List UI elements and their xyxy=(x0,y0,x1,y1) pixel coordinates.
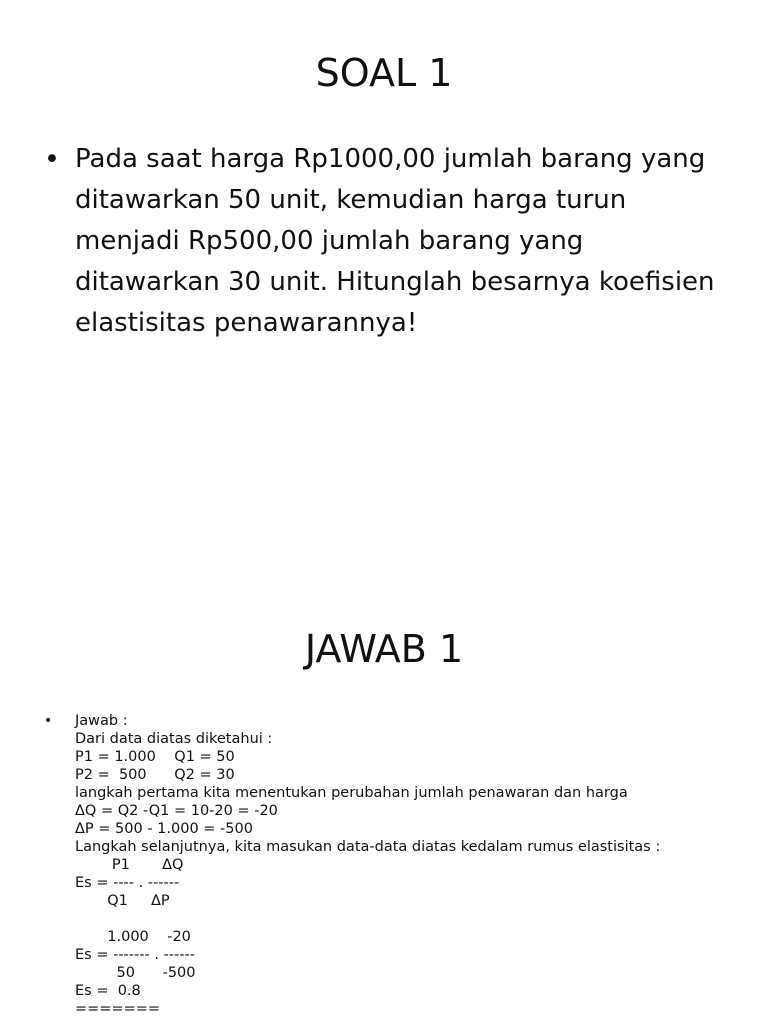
answer-line: Es = 0.8 xyxy=(75,983,141,999)
answer-line: 50 -500 xyxy=(75,965,196,981)
question-bullet-item xyxy=(44,139,724,344)
slide-title-soal: SOAL 1 xyxy=(315,51,453,95)
answer-bullet-item xyxy=(44,712,744,1018)
answer-text xyxy=(75,712,660,1018)
question-text: Pada saat harga Rp1000,00 jumlah barang yang ditawarkan 50 unit, kemudian harga turun menjadi Rp500,00 jumlah barang yang ditawarkan 30 unit. Hitunglah besarnya koefisien elastisitas penawarannya! xyxy=(75,144,715,338)
answer-line: Q1 ΔP xyxy=(75,893,170,909)
answer-line: Dari data diatas diketahui : xyxy=(75,731,273,747)
slide-jawab-1 xyxy=(0,512,768,1024)
answer-line: ΔP = 500 - 1.000 = -500 xyxy=(75,821,253,837)
answer-line: P1 = 1.000 Q1 = 50 xyxy=(75,749,235,765)
answer-line: Es = ------- . ------ xyxy=(75,947,195,963)
answer-line: 1.000 -20 xyxy=(75,929,191,945)
answer-line xyxy=(75,910,660,928)
answer-line: langkah pertama kita menentukan perubahan jumlah penawaran dan harga xyxy=(75,785,628,801)
answer-line: Langkah selanjutnya, kita masukan data-data diatas kedalam rumus elastisitas : xyxy=(75,839,661,855)
slide-title-jawab: JAWAB 1 xyxy=(304,627,464,671)
answer-line: ΔQ = Q2 -Q1 = 10-20 = -20 xyxy=(75,803,278,819)
bullet-icon: • xyxy=(44,144,60,175)
answer-line: Jawab : xyxy=(75,713,128,729)
answer-line: P1 ΔQ xyxy=(75,857,184,873)
answer-line: P2 = 500 Q2 = 30 xyxy=(75,767,235,783)
answer-line: ======= xyxy=(75,1001,161,1017)
bullet-icon: • xyxy=(44,713,53,729)
answer-line: Es = ---- . ------ xyxy=(75,875,180,891)
